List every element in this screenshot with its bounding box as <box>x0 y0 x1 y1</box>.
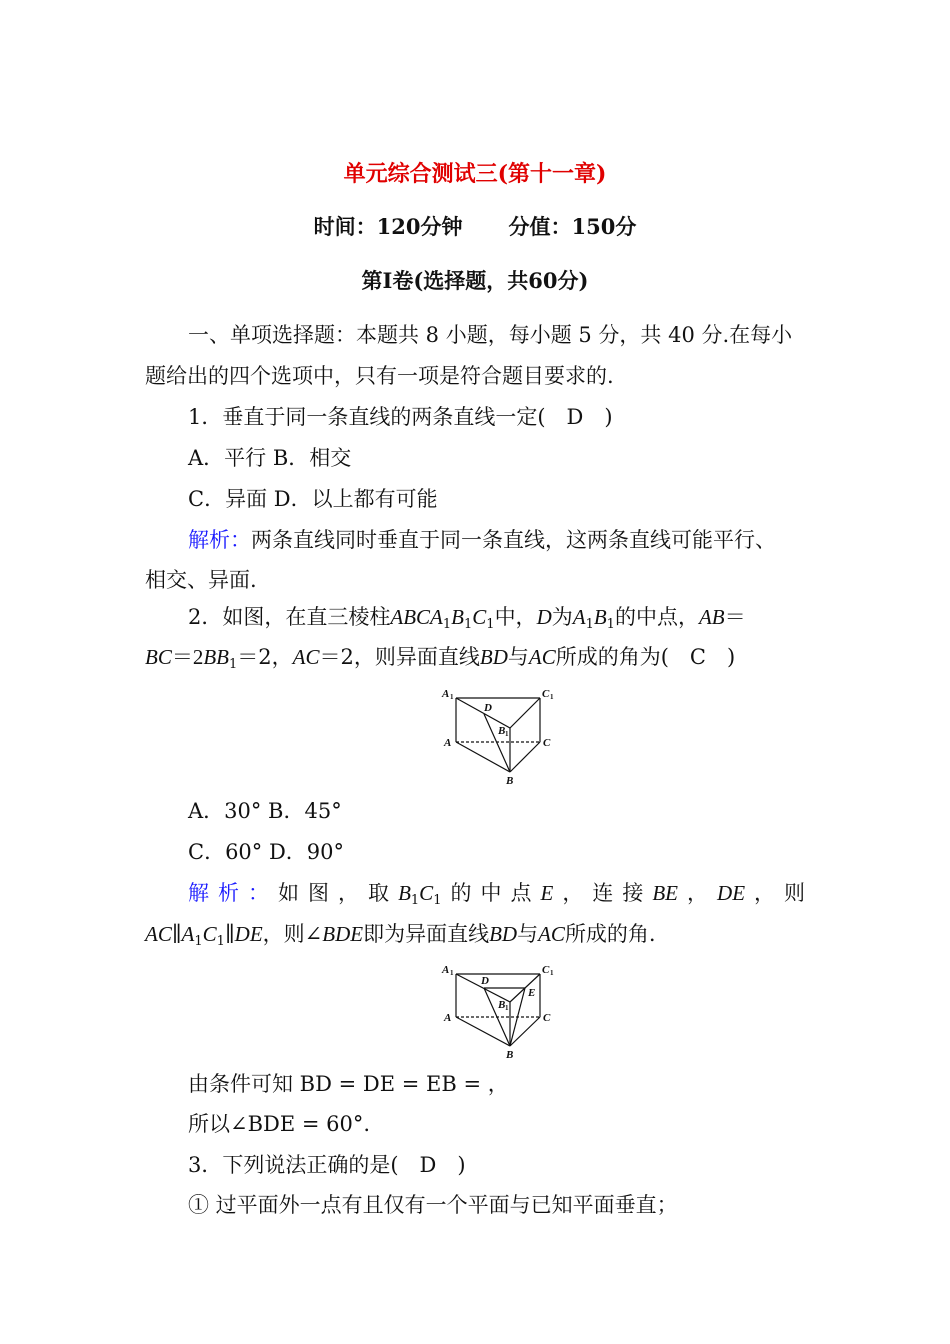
svg-text:B: B <box>506 775 514 787</box>
svg-text:1: 1 <box>450 969 454 977</box>
svg-text:C: C <box>542 688 550 700</box>
svg-text:A: A <box>444 1012 452 1024</box>
svg-text:C: C <box>543 737 551 749</box>
svg-text:D: D <box>481 975 489 987</box>
q2-stem-text: 中， <box>494 605 537 629</box>
time-label: 时间： <box>313 214 377 239</box>
q3-stem: 3．下列说法正确的是( D ) <box>188 1153 466 1177</box>
q2-analysis-text: ， <box>678 881 718 905</box>
q2-analysis-text: 即为异面直线 <box>363 922 490 946</box>
q2-stem-text: ＝ <box>171 645 193 669</box>
q1-stem: 1．垂直于同一条直线的两条直线一定( D ) <box>188 405 613 429</box>
q2-stem-text: 所成的角为( C ) <box>555 645 736 669</box>
q2-analysis-text: ，则∠ <box>262 922 323 946</box>
q2-analysis-line-1: 解析：如图，取$B_1C_1$的中点E，连接BE，DE，则 <box>188 881 806 908</box>
q2-analysis-text: 所成的角. <box>564 922 656 946</box>
svg-text:A: A <box>442 688 450 700</box>
q1-options-row-1: A．平行 B．相交 <box>188 446 352 470</box>
svg-text:C: C <box>542 964 550 976</box>
prism-figure-2 <box>436 962 560 1066</box>
svg-text:1: 1 <box>505 730 509 738</box>
svg-text:1: 1 <box>550 693 554 701</box>
svg-text:E: E <box>528 987 536 999</box>
svg-text:1: 1 <box>550 969 554 977</box>
q2-analysis-text: ，连接 <box>553 881 653 905</box>
section-heading: 第Ⅰ卷(选择题，共60分) <box>361 268 589 293</box>
q2-analysis-text: 与 <box>517 922 539 946</box>
q2-analysis-text: ，则 <box>745 881 806 905</box>
q2-stem-line-2: $BC=2BB_1=2$，AC＝2，则异面直线BD与AC所成的角为( C ) <box>145 645 736 672</box>
q2-stem-text: 2．如图，在直三棱柱 <box>188 605 391 629</box>
svg-text:C: C <box>543 1012 551 1024</box>
q3-item-1: ① 过平面外一点有且仅有一个平面与已知平面垂直； <box>188 1193 678 1217</box>
q2-stem-line-1: 2．如图，在直三棱柱$ABCA_1B_1C_1$中，D为$A_1B_1$的中点，AB＝ <box>188 605 746 632</box>
q2-analysis-text: 如图，取 <box>278 881 399 905</box>
q2-analysis-line-2: $AC\parallel A_1C_1\parallel DE$，则∠BDE即为异面直线BD与AC所成的角. <box>145 922 656 949</box>
q2-stem-text: 的中点， <box>614 605 699 629</box>
svg-text:B: B <box>498 999 506 1011</box>
intro-line-2: 题给出的四个选项中，只有一项是符合题目要求的. <box>145 364 614 388</box>
q1-options-row-2: C．异面 D．以上都有可能 <box>188 487 438 511</box>
q2-stem-text: ＝2， <box>237 645 293 669</box>
svg-text:D: D <box>484 702 492 714</box>
score-value: 150分 <box>571 214 637 239</box>
prism-diagram-with-e <box>436 962 560 1062</box>
prism-diagram <box>436 684 560 788</box>
q2-condition-line: 由条件可知 BD = DE = EB = ， <box>188 1072 509 1096</box>
q2-options-row-1: A．30° B．45° <box>188 799 342 823</box>
q1-analysis-line-2: 相交、异面. <box>145 568 257 592</box>
q2-analysis-text: 的中点 <box>441 881 541 905</box>
svg-text:A: A <box>442 964 450 976</box>
q2-stem-text: ＝2，则异面直线 <box>319 645 480 669</box>
q1-analysis-line-1 <box>188 526 776 554</box>
svg-text:A: A <box>444 737 452 749</box>
q1-analysis-label: 解析： <box>188 528 251 552</box>
svg-text:1: 1 <box>505 1004 509 1012</box>
svg-text:B: B <box>506 1049 514 1061</box>
q2-analysis-label: 解析： <box>188 881 279 905</box>
q2-stem-text: 与 <box>507 645 529 669</box>
q1-analysis-text: 两条直线同时垂直于同一条直线，这两条直线可能平行、 <box>251 528 776 552</box>
q2-stem-text: 为 <box>551 605 573 629</box>
exam-meta <box>0 213 950 241</box>
page-title: 单元综合测试三(第十一章) <box>343 161 607 187</box>
intro-line-1: 一、单项选择题：本题共 8 小题，每小题 5 分，共 40 分.在每小 <box>188 323 793 347</box>
q2-options-row-2: C．60° D．90° <box>188 840 345 864</box>
svg-text:1: 1 <box>450 693 454 701</box>
svg-text:B: B <box>498 725 506 737</box>
q2-result-line: 所以∠BDE = 60°. <box>188 1112 371 1136</box>
prism-figure-1 <box>436 684 560 792</box>
time-value: 120分钟 <box>376 214 463 239</box>
score-label: 分值： <box>508 214 572 239</box>
